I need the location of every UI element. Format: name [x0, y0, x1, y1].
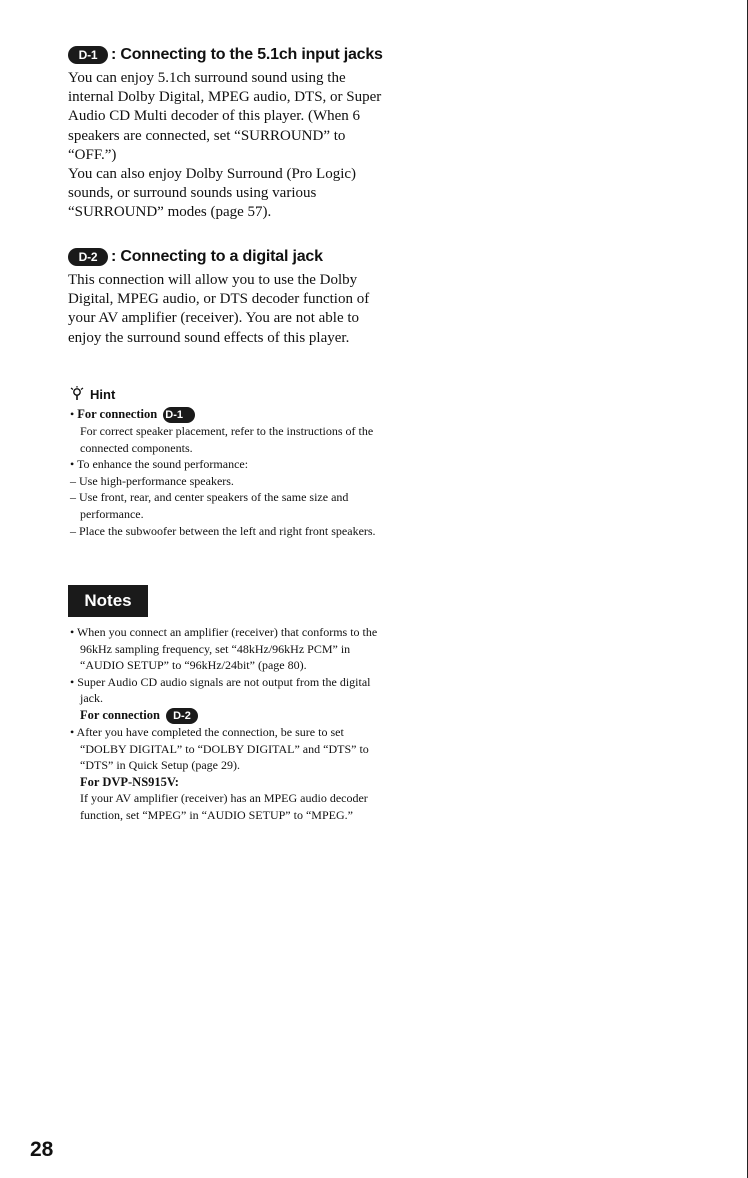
d1-badge: D-1: [68, 46, 108, 64]
note-item-3: [70, 724, 388, 774]
bullet: •: [70, 407, 78, 421]
d2-badge-small: D-2: [166, 708, 198, 724]
section1-paragraph-2: You can also enjoy Dolby Surround (Pro Logic) sounds, or surround sounds using various “SURROUND” modes (page 57).: [68, 166, 357, 221]
notes-label: Notes: [68, 585, 148, 617]
hint-heading: [70, 386, 115, 402]
hint-item-1-label: For connection: [77, 407, 158, 421]
d2-badge: D-2: [68, 248, 108, 266]
note-item-1-text: When you connect an amplifier (receiver) that conforms to the 96kHz sampling frequency, set “48kHz/96kHz PCM” in “AUDIO SETUP” to “96kHz/24bit” (page 80).: [76, 625, 378, 673]
bullet: •: [70, 674, 78, 689]
note-item-1: [70, 624, 388, 674]
hint-item-2: [70, 456, 388, 473]
page-number: 28: [30, 1138, 54, 1161]
bullet: •: [70, 724, 77, 739]
hint-item-1-text: For correct speaker placement, refer to the instructions of the connected components.: [80, 424, 374, 455]
section1-paragraph-1: You can enjoy 5.1ch surround sound using the internal Dolby Digital, MPEG audio, DTS, or Super Audio CD Multi decoder of this player. (When 6 speakers are connected, set “SURROUND” to “OFF.”): [68, 70, 382, 163]
bullet: •: [70, 625, 77, 639]
section1-heading: [68, 46, 383, 64]
hint-dash-item-3: – Place the subwoofer between the left and right front speakers.: [70, 523, 376, 538]
note-model-label-text: For DVP-NS915V:: [80, 774, 179, 789]
section2-body: [68, 271, 386, 348]
hint-dash-item-2: – Use front, rear, and center speakers of the same size and performance.: [70, 490, 349, 521]
note-item-3-text: After you have completed the connection, be sure to set “DOLBY DIGITAL” to “DOLBY DIGITAL” and “DTS” to “DTS” in Quick Setup (page 29).: [76, 724, 369, 773]
note-model-label: [70, 774, 388, 791]
notes-list: [70, 624, 388, 824]
section2-heading: [68, 248, 323, 266]
note-item-2: [70, 674, 388, 707]
hint-item-1: [70, 406, 388, 423]
note-connection-label: [70, 707, 388, 724]
hint-title: Hint: [90, 386, 116, 402]
lightbulb-icon: [70, 386, 84, 402]
hint-list: [70, 406, 388, 539]
bullet: •: [70, 457, 77, 472]
note-connection-text: For connection: [80, 707, 160, 722]
section2-paragraph: This connection will allow you to use the Dolby Digital, MPEG audio, or DTS decoder function of your AV amplifier (receiver). You are not able to enjoy the surround sound effects of this player.: [68, 272, 370, 346]
section1-title: : Connecting to the 5.1ch input jacks: [111, 46, 383, 63]
note-model-text: If your AV amplifier (receiver) has an MPEG audio decoder function, set “MPEG” in “AUDIO SETUP” to “MPEG.”: [80, 791, 368, 822]
d1-badge-small: D-1: [163, 407, 195, 423]
section1-body: [68, 69, 386, 223]
hint-item-2-text: To enhance the sound performance:: [76, 457, 249, 472]
hint-dash-item-1: – Use high-performance speakers.: [70, 473, 234, 488]
note-item-2-text: Super Audio CD audio signals are not output from the digital jack.: [77, 674, 371, 706]
section2-title: : Connecting to a digital jack: [111, 248, 323, 265]
